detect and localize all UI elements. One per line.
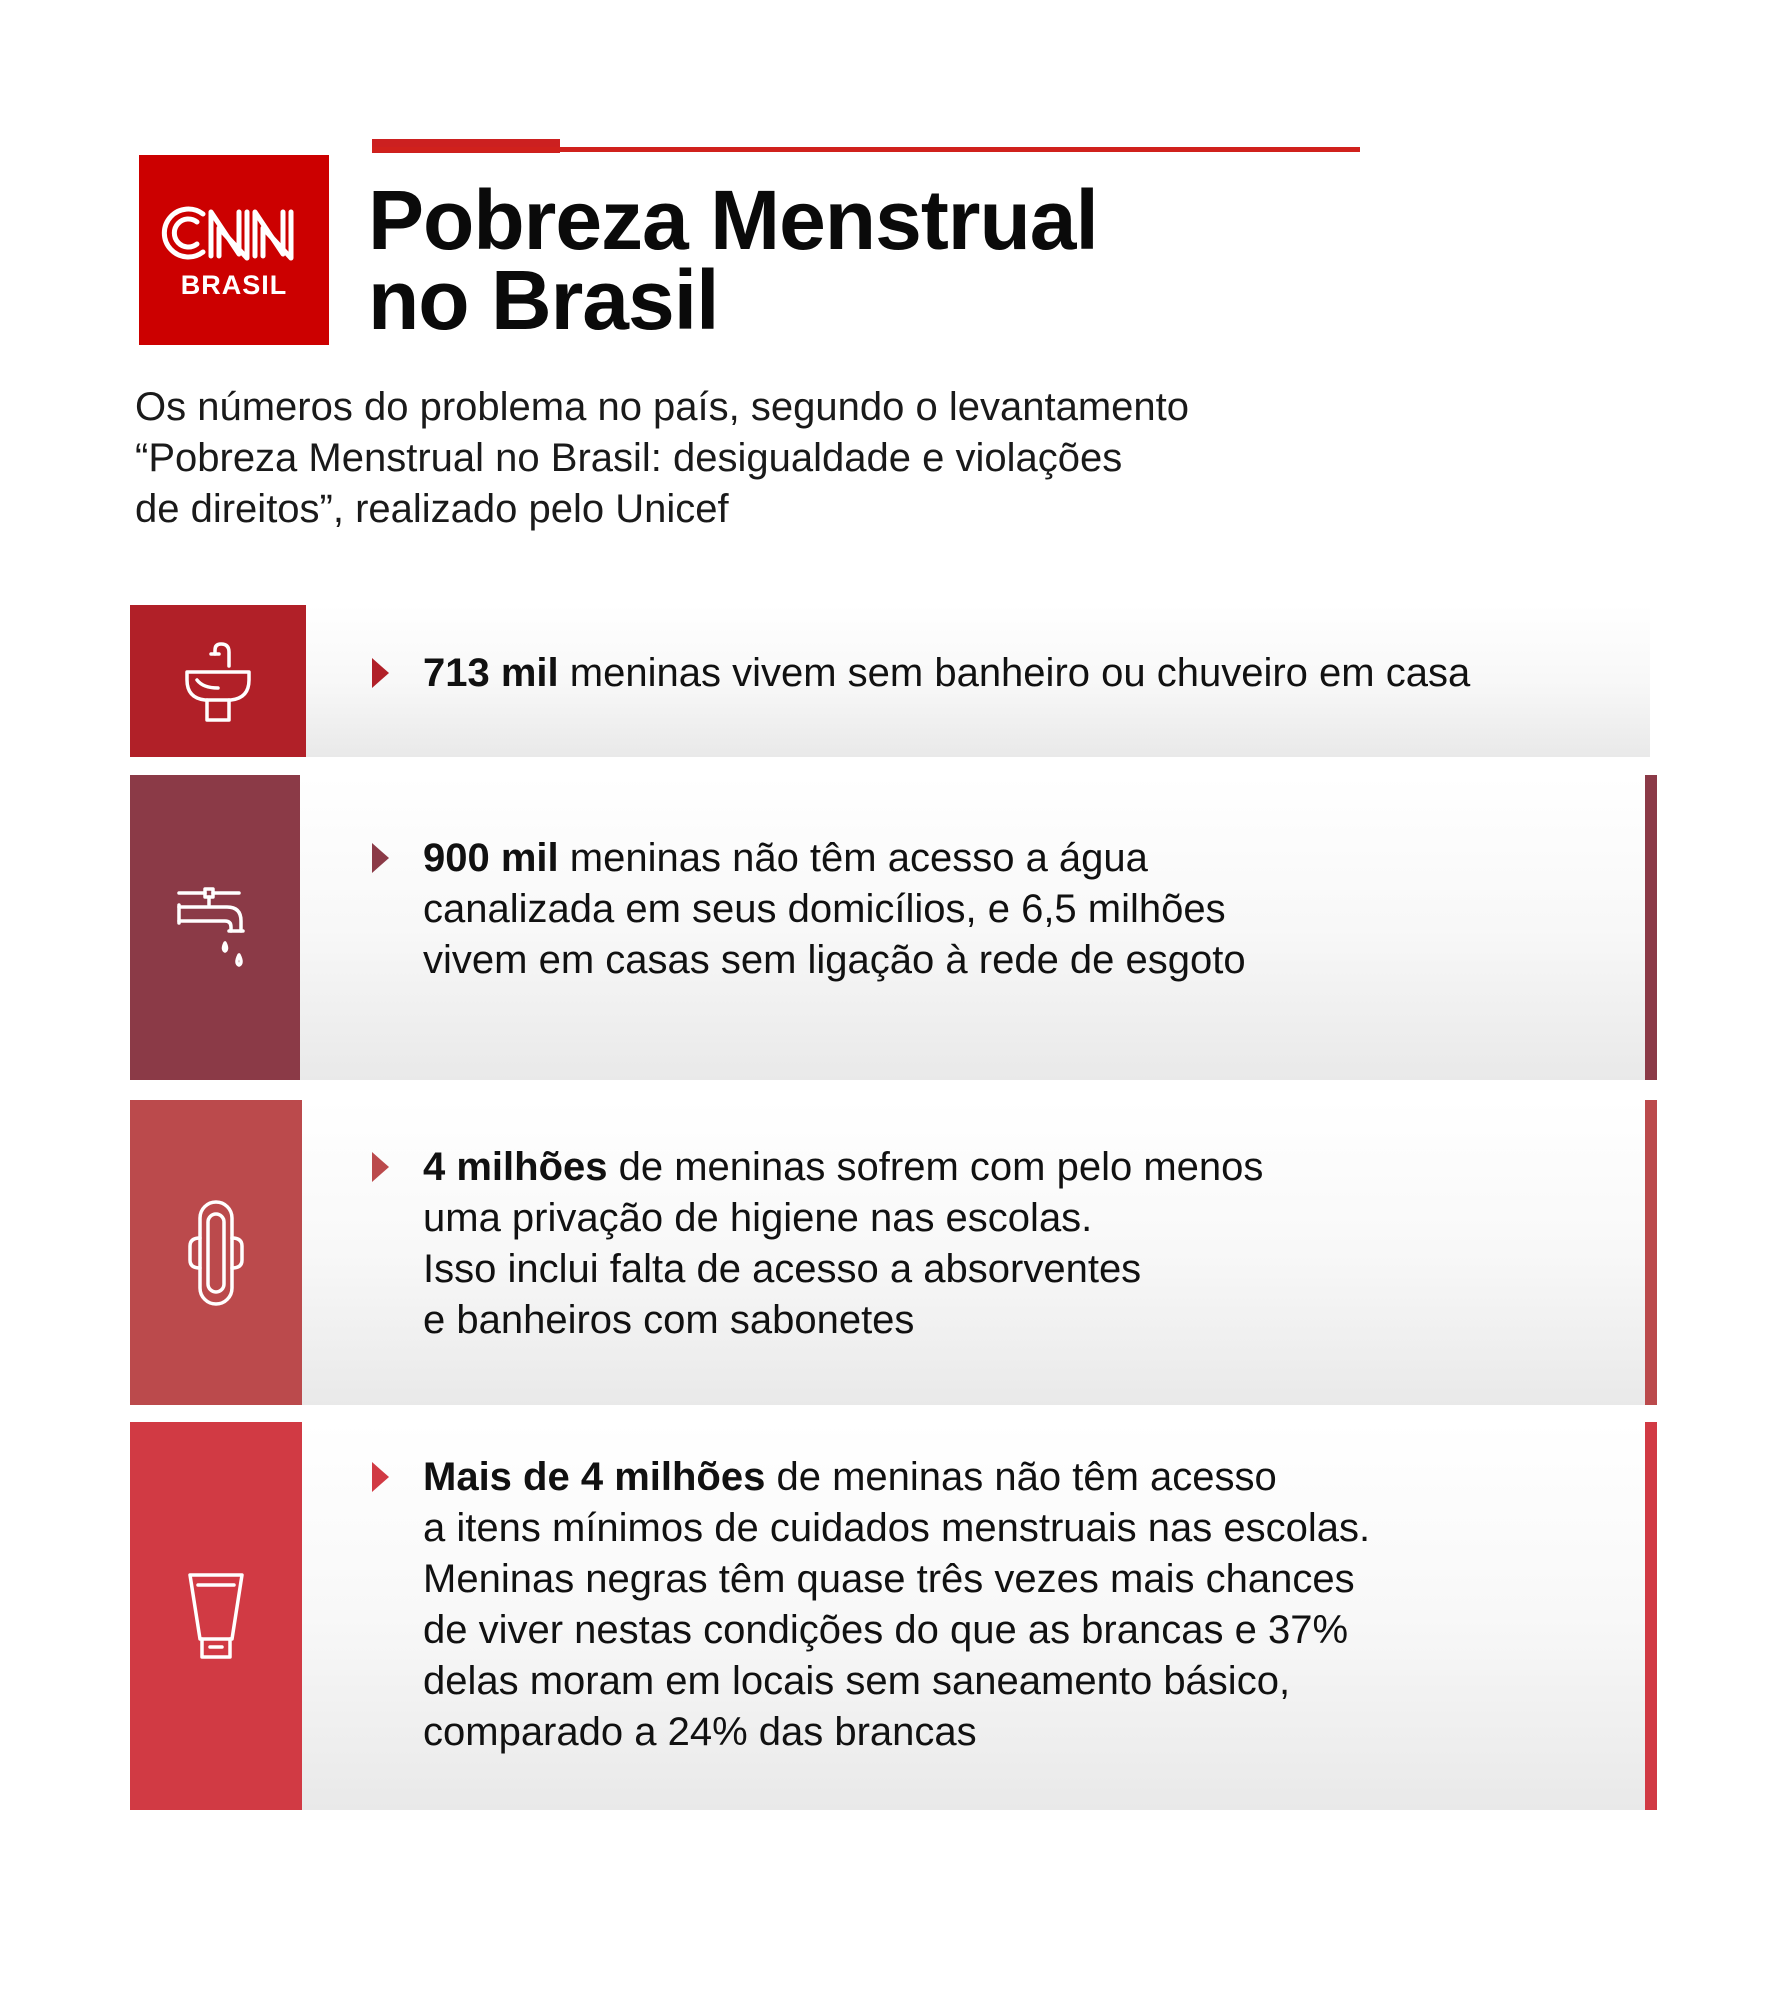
card-icon-box (130, 775, 300, 1080)
header-rule (372, 147, 1360, 152)
logo-country-label: BRASIL (180, 269, 288, 300)
bullet-marker (372, 658, 389, 688)
title-line: no Brasil (368, 253, 719, 347)
tube-icon (186, 1571, 246, 1661)
stat-card-water (130, 775, 1657, 1080)
stat-text (423, 1452, 1370, 1758)
faucet-icon (175, 883, 255, 973)
stat-line-text: de meninas não têm acesso (765, 1455, 1277, 1499)
stat-highlight: 900 mil (423, 836, 559, 880)
stat-line (423, 833, 1246, 884)
stat-highlight: Mais de 4 milhões (423, 1455, 766, 1499)
stat-line-text: meninas vivem sem banheiro ou chuveiro em casa (558, 651, 1471, 695)
bullet-marker (372, 1152, 389, 1182)
card-accent-bar (1645, 1422, 1657, 1810)
sink-icon (183, 636, 253, 726)
bullet-marker (372, 1462, 389, 1492)
stat-line-text: meninas não têm acesso a água (558, 836, 1148, 880)
sanitary-pad-icon (186, 1198, 246, 1308)
page-subtitle (135, 382, 1435, 535)
stat-line: e banheiros com sabonetes (423, 1298, 915, 1342)
stat-card-menstrual-care (130, 1422, 1657, 1810)
stat-line (423, 1452, 1370, 1503)
stat-line: uma privação de higiene nas escolas. (423, 1196, 1093, 1240)
stat-line: delas moram em locais sem saneamento básico, (423, 1659, 1291, 1703)
subtitle-line: de direitos”, realizado pelo Unicef (135, 487, 729, 531)
title-line: Pobreza Menstrual (368, 173, 1098, 267)
stat-line: canalizada em seus domicílios, e 6,5 milhões (423, 887, 1226, 931)
stat-highlight: 4 milhões (423, 1145, 608, 1189)
card-icon-box (130, 1422, 302, 1810)
stat-card-hygiene (130, 1100, 1657, 1405)
stat-line (423, 1142, 1263, 1193)
stat-line: comparado a 24% das brancas (423, 1710, 977, 1754)
stat-line: Meninas negras têm quase três vezes mais chances (423, 1557, 1355, 1601)
stat-text (423, 648, 1470, 699)
stat-card-bathroom (130, 605, 1650, 757)
page-title (368, 173, 1098, 347)
stat-highlight: 713 mil (423, 651, 559, 695)
stat-text (423, 1142, 1263, 1346)
stat-line: de viver nestas condições do que as brancas e 37% (423, 1608, 1349, 1652)
stat-line: Isso inclui falta de acesso a absorventes (423, 1247, 1142, 1291)
stat-text (423, 833, 1246, 986)
stat-line: vivem em casas sem ligação à rede de esgoto (423, 938, 1246, 982)
card-accent-bar (1645, 775, 1657, 1080)
stat-line (423, 648, 1470, 699)
cnn-logo-mark (159, 200, 309, 266)
subtitle-line: Os números do problema no país, segundo o levantamento (135, 385, 1189, 429)
stat-line-text: de meninas sofrem com pelo menos (607, 1145, 1264, 1189)
card-accent-bar (1645, 1100, 1657, 1405)
stat-line: a itens mínimos de cuidados menstruais nas escolas. (423, 1506, 1371, 1550)
subtitle-line: “Pobreza Menstrual no Brasil: desigualdade e violações (135, 436, 1123, 480)
cnn-brasil-logo (139, 155, 329, 345)
card-icon-box (130, 1100, 302, 1405)
bullet-marker (372, 843, 389, 873)
card-icon-box (130, 605, 306, 757)
